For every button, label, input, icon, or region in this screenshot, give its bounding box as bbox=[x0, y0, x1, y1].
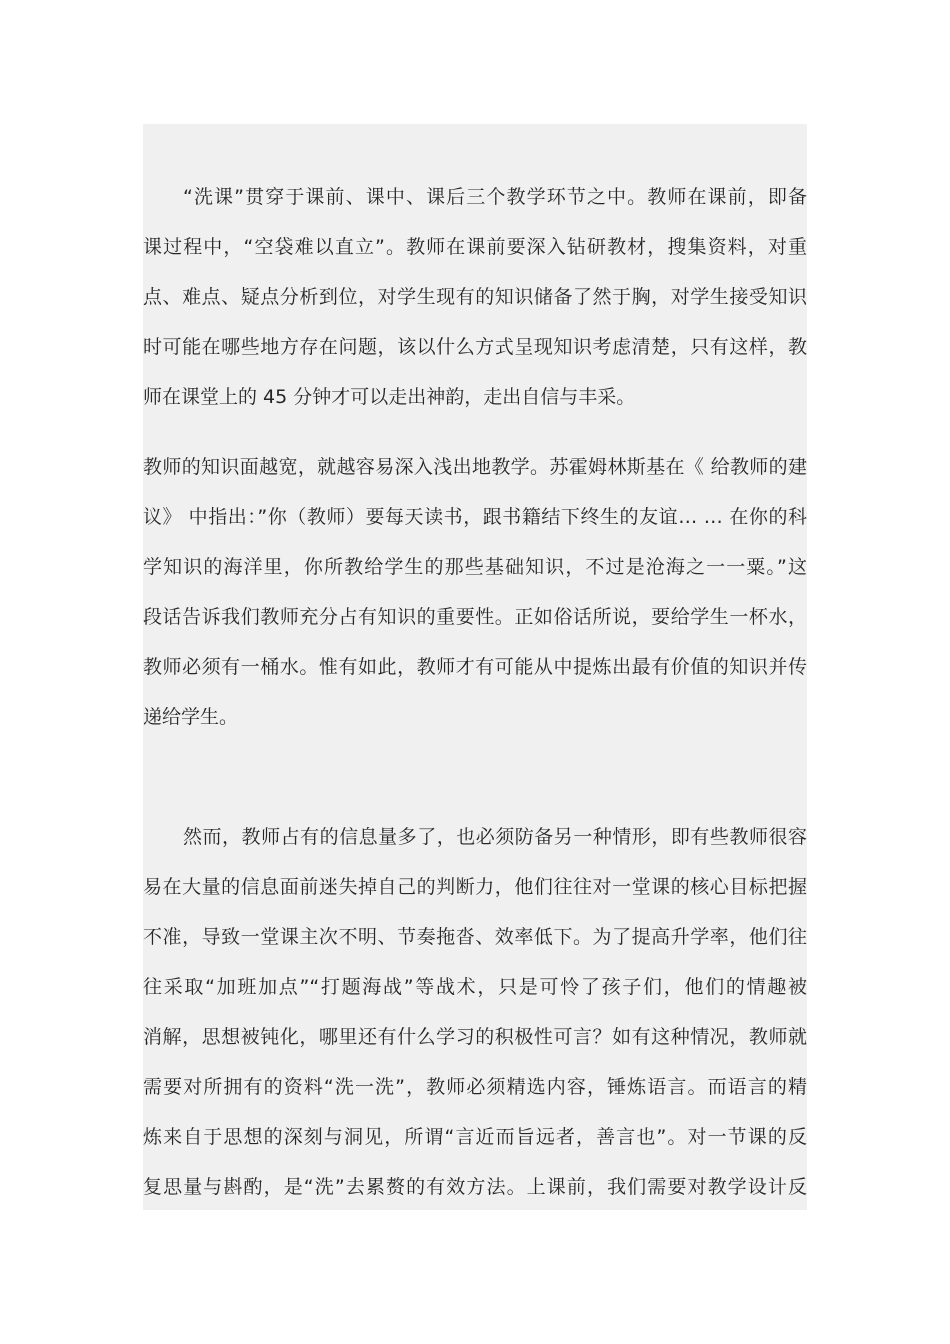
paragraph-3-line-3: 不准，导致一堂课主次不明、节奏拖沓、效率低下。为了提高升学率，他们往 bbox=[143, 926, 807, 948]
paragraph-2-line-2: 议》 中指出：”你（教师）要每天读书，跟书籍结下终生的友谊… … 在你的科 bbox=[143, 506, 807, 528]
paragraph-1-line-3: 点、难点、疑点分析到位，对学生现有的知识储备了然于胸，对学生接受知识 bbox=[143, 286, 807, 308]
paragraph-2-line-5: 教师必须有一桶水。惟有如此，教师才有可能从中提炼出最有价值的知识并传 bbox=[143, 656, 807, 678]
paragraph-2-line-6: 递给学生。 bbox=[143, 706, 239, 728]
paragraph-3-line-7: 炼来自于思想的深刻与洞见，所谓“言近而旨远者，善言也”。对一节课的反 bbox=[143, 1126, 807, 1148]
paragraph-3-line-4: 往采取“加班加点”“打题海战”等战术，只是可怜了孩子们，他们的情趣被 bbox=[143, 976, 807, 998]
paragraph-3-line-8: 复思量与斟酌，是“洗”去累赘的有效方法。上课前，我们需要对教学设计反 bbox=[143, 1176, 807, 1198]
paragraph-2-line-1: 教师的知识面越宽，就越容易深入浅出地教学。苏霍姆林斯基在《 给教师的建 bbox=[143, 456, 807, 478]
paragraph-1-line-2: 课过程中，“空袋难以直立”。教师在课前要深入钻研教材，搜集资料，对重 bbox=[143, 236, 807, 258]
paragraph-3-line-5: 消解，思想被钝化，哪里还有什么学习的积极性可言？如有这种情况，教师就 bbox=[143, 1026, 807, 1048]
document-text-area bbox=[143, 124, 807, 1210]
paragraph-1-line-1: “洗课”贯穿于课前、课中、课后三个教学环节之中。教师在课前，即备 bbox=[183, 186, 807, 208]
paragraph-3-line-2: 易在大量的信息面前迷失掉自己的判断力，他们往往对一堂课的核心目标把握 bbox=[143, 876, 807, 898]
paragraph-3-line-1: 然而，教师占有的信息量多了，也必须防备另一种情形，即有些教师很容 bbox=[183, 826, 807, 848]
paragraph-2-line-4: 段话告诉我们教师充分占有知识的重要性。正如俗话所说，要给学生一杯水， bbox=[143, 606, 807, 628]
paragraph-3-line-6: 需要对所拥有的资料“洗一洗”，教师必须精选内容，锤炼语言。而语言的精 bbox=[143, 1076, 807, 1098]
paragraph-2-line-3: 学知识的海洋里，你所教给学生的那些基础知识，不过是沧海之一一粟。”这 bbox=[143, 556, 807, 578]
paragraph-1-line-5: 师在课堂上的 45 分钟才可以走出神韵，走出自信与丰采。 bbox=[143, 386, 636, 408]
paragraph-1-line-4: 时可能在哪些地方存在问题，该以什么方式呈现知识考虑清楚，只有这样，教 bbox=[143, 336, 807, 358]
